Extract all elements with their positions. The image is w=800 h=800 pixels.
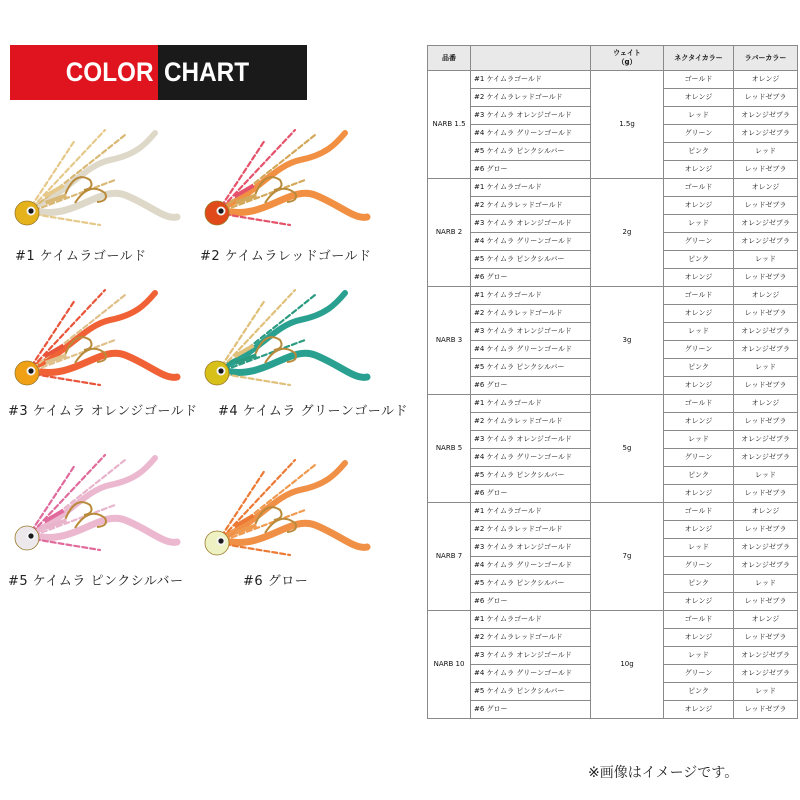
color-name-cell: #5 ケイムラ ピンクシルバー [471,683,591,701]
color-name-cell: #2 ケイムラレッドゴールド [471,521,591,539]
weight-cell: 2g [591,179,664,287]
table-row [428,611,798,629]
rubber-color-cell: レッドゼブラ [734,377,798,395]
necktie-color-cell: オレンジ [664,89,734,107]
color-name-cell: #3 ケイムラ オレンジゴールド [471,323,591,341]
necktie-color-cell: オレンジ [664,521,734,539]
header-weight-line1: ウェイト [613,49,641,57]
lure-image [195,125,375,235]
rubber-color-cell: レッドゼブラ [734,593,798,611]
color-name-cell: #2 ケイムラレッドゴールド [471,197,591,215]
necktie-color-cell: レッド [664,647,734,665]
rubber-color-cell: オレンジ [734,179,798,197]
necktie-color-cell: ゴールド [664,287,734,305]
header-weight [591,46,664,71]
necktie-color-cell: オレンジ [664,269,734,287]
lure-image [195,455,375,565]
weight-cell: 5g [591,395,664,503]
rubber-color-cell: オレンジゼブラ [734,665,798,683]
table-row [428,179,798,197]
spec-table-header-row [428,46,798,71]
color-name-cell: #4 ケイムラ グリーンゴールド [471,557,591,575]
color-name-cell: #3 ケイムラ オレンジゴールド [471,107,591,125]
rubber-color-cell: オレンジゼブラ [734,125,798,143]
rubber-color-cell: オレンジゼブラ [734,557,798,575]
necktie-color-cell: グリーン [664,125,734,143]
image-note: ※画像はイメージです。 [588,765,739,781]
necktie-color-cell: オレンジ [664,161,734,179]
table-row [428,503,798,521]
necktie-color-cell: レッド [664,539,734,557]
rubber-color-cell: レッド [734,575,798,593]
color-name-cell: #4 ケイムラ グリーンゴールド [471,665,591,683]
necktie-color-cell: ゴールド [664,71,734,89]
color-name-cell: #4 ケイムラ グリーンゴールド [471,233,591,251]
necktie-color-cell: ピンク [664,143,734,161]
necktie-color-cell: ピンク [664,359,734,377]
rubber-color-cell: オレンジ [734,611,798,629]
rubber-color-cell: オレンジゼブラ [734,215,798,233]
lure-caption: #4 ケイムラ グリーンゴールド [218,404,408,419]
necktie-color-cell: オレンジ [664,629,734,647]
rubber-color-cell: レッドゼブラ [734,161,798,179]
rubber-color-cell: レッドゼブラ [734,197,798,215]
color-name-cell: #5 ケイムラ ピンクシルバー [471,575,591,593]
header-color-name [471,46,591,71]
necktie-color-cell: レッド [664,323,734,341]
necktie-color-cell: ゴールド [664,179,734,197]
table-row [428,71,798,89]
rubber-color-cell: オレンジ [734,395,798,413]
lure-image [5,125,185,235]
banner-chart-text: CHART [164,57,250,87]
rubber-color-cell: レッド [734,251,798,269]
color-name-cell: #5 ケイムラ ピンクシルバー [471,467,591,485]
weight-cell: 7g [591,503,664,611]
necktie-color-cell: ピンク [664,467,734,485]
color-name-cell: #3 ケイムラ オレンジゴールド [471,647,591,665]
necktie-color-cell: グリーン [664,665,734,683]
necktie-color-cell: オレンジ [664,593,734,611]
weight-cell: 10g [591,611,664,719]
color-name-cell: #1 ケイムラゴールド [471,179,591,197]
necktie-color-cell: オレンジ [664,377,734,395]
lure-caption: #3 ケイムラ オレンジゴールド [8,404,198,419]
rubber-color-cell: オレンジゼブラ [734,107,798,125]
weight-cell: 1.5g [591,71,664,179]
banner-black-block [158,45,307,100]
table-row [428,287,798,305]
necktie-color-cell: レッド [664,431,734,449]
banner-red-block [10,45,158,100]
color-name-cell: #6 グロー [471,485,591,503]
model-cell: NARB 10 [428,611,471,719]
necktie-color-cell: オレンジ [664,197,734,215]
lure-caption: #1 ケイムラゴールド [15,249,147,264]
color-chart-banner [10,45,307,100]
rubber-color-cell: レッド [734,467,798,485]
color-name-cell: #6 グロー [471,701,591,719]
model-cell: NARB 1.5 [428,71,471,179]
color-name-cell: #1 ケイムラゴールド [471,611,591,629]
color-name-cell: #2 ケイムラレッドゴールド [471,413,591,431]
color-name-cell: #6 グロー [471,593,591,611]
necktie-color-cell: ゴールド [664,503,734,521]
rubber-color-cell: レッド [734,683,798,701]
rubber-color-cell: レッドゼブラ [734,269,798,287]
lure-image [195,285,375,395]
color-name-cell: #2 ケイムラレッドゴールド [471,305,591,323]
necktie-color-cell: ゴールド [664,611,734,629]
rubber-color-cell: レッドゼブラ [734,305,798,323]
color-name-cell: #5 ケイムラ ピンクシルバー [471,143,591,161]
rubber-color-cell: オレンジゼブラ [734,341,798,359]
necktie-color-cell: グリーン [664,233,734,251]
table-row [428,395,798,413]
rubber-color-cell: レッドゼブラ [734,485,798,503]
lure-caption: #6 グロー [243,574,309,589]
header-rubber-color: ラバーカラー [734,46,798,71]
model-cell: NARB 7 [428,503,471,611]
necktie-color-cell: ピンク [664,251,734,269]
model-cell: NARB 5 [428,395,471,503]
weight-cell: 3g [591,287,664,395]
banner-color-text: COLOR [65,57,153,87]
color-name-cell: #5 ケイムラ ピンクシルバー [471,359,591,377]
necktie-color-cell: レッド [664,215,734,233]
necktie-color-cell: オレンジ [664,701,734,719]
color-name-cell: #4 ケイムラ グリーンゴールド [471,449,591,467]
spec-table-body [428,71,798,719]
color-name-cell: #3 ケイムラ オレンジゴールド [471,431,591,449]
necktie-color-cell: オレンジ [664,485,734,503]
rubber-color-cell: レッドゼブラ [734,413,798,431]
necktie-color-cell: グリーン [664,449,734,467]
color-name-cell: #6 グロー [471,269,591,287]
lure-caption: #2 ケイムラレッドゴールド [200,249,372,264]
rubber-color-cell: オレンジゼブラ [734,647,798,665]
necktie-color-cell: レッド [664,107,734,125]
necktie-color-cell: グリーン [664,341,734,359]
necktie-color-cell: ゴールド [664,395,734,413]
color-name-cell: #1 ケイムラゴールド [471,287,591,305]
color-name-cell: #1 ケイムラゴールド [471,71,591,89]
rubber-color-cell: レッド [734,359,798,377]
rubber-color-cell: オレンジ [734,287,798,305]
color-name-cell: #1 ケイムラゴールド [471,395,591,413]
rubber-color-cell: レッドゼブラ [734,521,798,539]
color-name-cell: #5 ケイムラ ピンクシルバー [471,251,591,269]
necktie-color-cell: オレンジ [664,305,734,323]
model-cell: NARB 2 [428,179,471,287]
rubber-color-cell: レッドゼブラ [734,701,798,719]
rubber-color-cell: オレンジゼブラ [734,539,798,557]
model-cell: NARB 3 [428,287,471,395]
rubber-color-cell: オレンジゼブラ [734,323,798,341]
rubber-color-cell: オレンジ [734,503,798,521]
color-name-cell: #6 グロー [471,377,591,395]
rubber-color-cell: レッド [734,143,798,161]
color-name-cell: #2 ケイムラレッドゴールド [471,89,591,107]
rubber-color-cell: レッドゼブラ [734,629,798,647]
necktie-color-cell: オレンジ [664,413,734,431]
lure-caption: #5 ケイムラ ピンクシルバー [8,574,184,589]
rubber-color-cell: オレンジゼブラ [734,449,798,467]
color-name-cell: #4 ケイムラ グリーンゴールド [471,341,591,359]
spec-table [427,45,798,719]
rubber-color-cell: オレンジゼブラ [734,233,798,251]
necktie-color-cell: ピンク [664,575,734,593]
header-model: 品番 [428,46,471,71]
color-name-cell: #2 ケイムラレッドゴールド [471,629,591,647]
header-necktie-color: ネクタイカラー [664,46,734,71]
color-name-cell: #3 ケイムラ オレンジゴールド [471,215,591,233]
lure-image [5,450,185,560]
rubber-color-cell: レッドゼブラ [734,89,798,107]
necktie-color-cell: グリーン [664,557,734,575]
color-name-cell: #3 ケイムラ オレンジゴールド [471,539,591,557]
color-name-cell: #4 ケイムラ グリーンゴールド [471,125,591,143]
lure-image [5,285,185,395]
color-name-cell: #1 ケイムラゴールド [471,503,591,521]
rubber-color-cell: オレンジゼブラ [734,431,798,449]
color-name-cell: #6 グロー [471,161,591,179]
necktie-color-cell: ピンク [664,683,734,701]
rubber-color-cell: オレンジ [734,71,798,89]
header-weight-line2: （g） [617,58,637,66]
